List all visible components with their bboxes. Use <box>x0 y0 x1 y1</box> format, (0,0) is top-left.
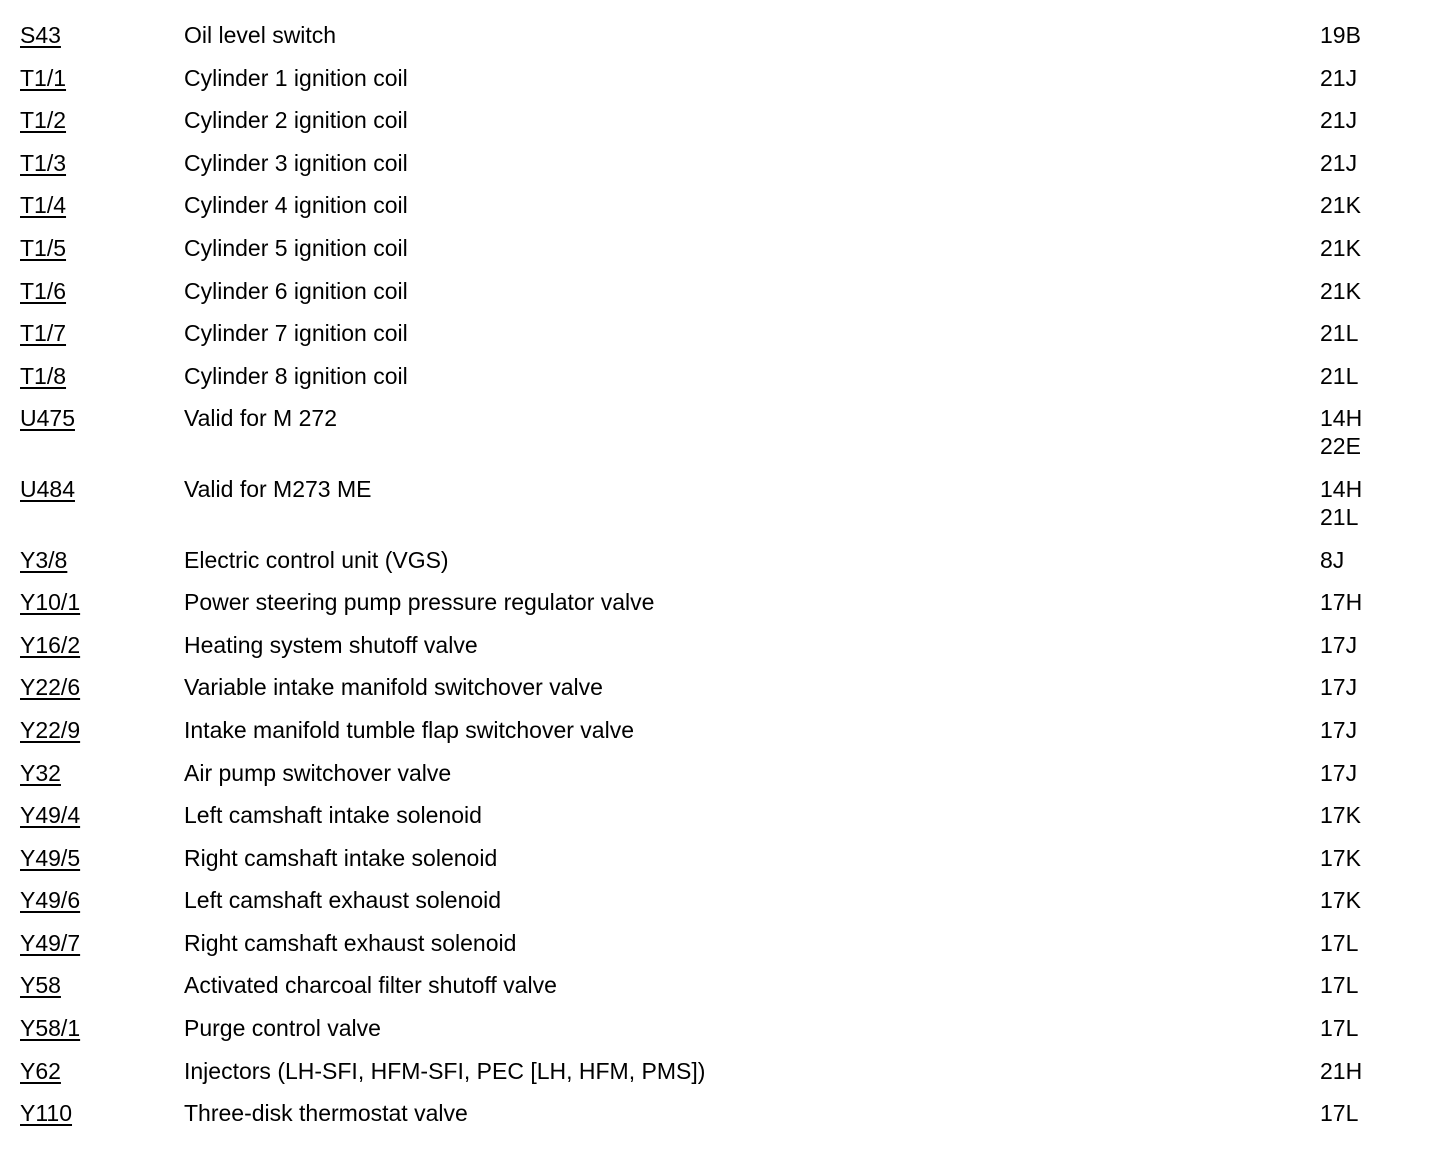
grid-reference: 17L <box>1320 929 1359 956</box>
component-code-link[interactable]: Y58 <box>20 972 61 999</box>
grid-reference-list <box>1320 234 1420 262</box>
component-code-link[interactable]: T1/5 <box>20 234 67 261</box>
component-description: Oil level switch <box>184 22 337 48</box>
component-description: Cylinder 6 ignition coil <box>184 277 408 304</box>
component-description: Cylinder 8 ignition coil <box>184 362 408 389</box>
grid-reference-list <box>1320 801 1420 829</box>
component-description: Variable intake manifold switchover valve <box>184 674 603 701</box>
grid-reference: 17L <box>1320 972 1359 999</box>
grid-reference-list <box>1320 319 1420 347</box>
component-description: Intake manifold tumble flap switchover valve <box>184 716 634 743</box>
grid-reference-list <box>1320 1057 1420 1085</box>
grid-reference-list <box>1320 759 1420 787</box>
grid-reference: 17J <box>1320 631 1358 658</box>
component-description: Cylinder 5 ignition coil <box>184 234 408 261</box>
legend-row <box>20 362 1420 405</box>
legend-row <box>20 716 1420 759</box>
component-description: Cylinder 2 ignition coil <box>184 107 408 134</box>
grid-reference-list <box>1320 673 1420 701</box>
grid-reference: 21J <box>1320 149 1358 176</box>
legend-row <box>20 234 1420 277</box>
component-description: Right camshaft exhaust solenoid <box>184 929 517 956</box>
grid-reference-list <box>1320 631 1420 659</box>
grid-reference-list <box>1320 21 1420 49</box>
component-code-link[interactable]: S43 <box>20 22 61 48</box>
grid-reference: 19B <box>1320 22 1361 48</box>
component-code-link[interactable]: Y3/8 <box>20 546 68 573</box>
grid-reference: 8J <box>1320 546 1345 573</box>
grid-reference: 17K <box>1320 844 1361 871</box>
legend-row <box>20 631 1420 674</box>
component-legend-list <box>20 21 1420 1142</box>
grid-reference: 17K <box>1320 802 1361 829</box>
legend-row <box>20 801 1420 844</box>
component-description: Air pump switchover valve <box>184 759 452 786</box>
grid-reference-list <box>1320 149 1420 177</box>
grid-reference-list <box>1320 475 1420 531</box>
component-code-link[interactable]: T1/2 <box>20 107 67 134</box>
grid-reference: 22E <box>1320 433 1361 460</box>
legend-row <box>20 1099 1420 1142</box>
grid-reference: 21K <box>1320 234 1361 261</box>
component-code-link[interactable]: Y49/4 <box>20 802 81 829</box>
component-code-link[interactable]: T1/6 <box>20 277 67 304</box>
component-description: Cylinder 4 ignition coil <box>184 192 408 219</box>
grid-reference-list <box>1320 546 1420 574</box>
grid-reference: 17H <box>1320 589 1363 616</box>
grid-reference: 14H <box>1320 405 1363 432</box>
legend-row <box>20 404 1420 475</box>
grid-reference: 14H <box>1320 475 1363 502</box>
grid-reference: 21J <box>1320 64 1358 91</box>
grid-reference-list <box>1320 404 1420 460</box>
grid-reference-list <box>1320 844 1420 872</box>
component-description: Activated charcoal filter shutoff valve <box>184 972 557 999</box>
grid-reference: 21L <box>1320 320 1359 347</box>
legend-row <box>20 971 1420 1014</box>
grid-reference-list <box>1320 64 1420 92</box>
legend-row <box>20 21 1420 64</box>
component-code-link[interactable]: Y110 <box>20 1100 73 1127</box>
legend-row <box>20 588 1420 631</box>
component-description: Valid for M273 ME <box>184 475 372 502</box>
legend-row <box>20 759 1420 802</box>
grid-reference: 21H <box>1320 1057 1363 1084</box>
component-description: Cylinder 1 ignition coil <box>184 64 408 91</box>
component-code-link[interactable]: Y49/6 <box>20 887 81 914</box>
component-description: Right camshaft intake solenoid <box>184 844 498 871</box>
legend-row <box>20 475 1420 546</box>
component-description: Purge control valve <box>184 1015 381 1042</box>
legend-row <box>20 1057 1420 1100</box>
component-code-link[interactable]: T1/3 <box>20 149 67 176</box>
component-description: Injectors (LH-SFI, HFM-SFI, PEC [LH, HFM, PMS]) <box>184 1057 706 1084</box>
legend-row <box>20 149 1420 192</box>
component-description: Heating system shutoff valve <box>184 631 478 658</box>
component-code-link[interactable]: Y62 <box>20 1057 61 1084</box>
component-description: Three-disk thermostat valve <box>184 1100 468 1127</box>
legend-row <box>20 106 1420 149</box>
grid-reference: 17L <box>1320 1100 1359 1127</box>
legend-row <box>20 546 1420 589</box>
component-description: Cylinder 7 ignition coil <box>184 320 408 347</box>
component-code-link[interactable]: Y10/1 <box>20 589 81 616</box>
component-code-link[interactable]: Y49/5 <box>20 844 81 871</box>
legend-row <box>20 673 1420 716</box>
component-code-link[interactable]: U475 <box>20 405 75 432</box>
component-code-link[interactable]: T1/4 <box>20 192 67 219</box>
grid-reference-list <box>1320 362 1420 390</box>
component-description: Cylinder 3 ignition coil <box>184 149 408 176</box>
legend-row <box>20 886 1420 929</box>
grid-reference-list <box>1320 191 1420 219</box>
component-code-link[interactable]: T1/1 <box>20 64 67 91</box>
legend-row <box>20 319 1420 362</box>
component-description: Left camshaft exhaust solenoid <box>184 887 502 914</box>
grid-reference: 17J <box>1320 674 1358 701</box>
legend-row <box>20 1014 1420 1057</box>
component-description: Electric control unit (VGS) <box>184 546 449 573</box>
grid-reference: 21K <box>1320 192 1361 219</box>
grid-reference: 17J <box>1320 759 1358 786</box>
component-code-link[interactable]: Y22/6 <box>20 674 81 701</box>
component-code-link[interactable]: T1/8 <box>20 362 67 389</box>
grid-reference: 21K <box>1320 277 1361 304</box>
component-code-link[interactable]: Y16/2 <box>20 631 81 658</box>
legend-row <box>20 64 1420 107</box>
grid-reference-list <box>1320 106 1420 134</box>
component-code-link[interactable]: Y49/7 <box>20 929 81 956</box>
component-code-link[interactable]: U484 <box>20 475 75 502</box>
component-code-link[interactable]: Y58/1 <box>20 1015 81 1042</box>
component-code-link[interactable]: Y32 <box>20 759 61 786</box>
component-description: Power steering pump pressure regulator valve <box>184 589 655 616</box>
grid-reference-list <box>1320 716 1420 744</box>
component-code-link[interactable]: Y22/9 <box>20 716 81 743</box>
grid-reference-list <box>1320 929 1420 957</box>
component-description: Left camshaft intake solenoid <box>184 802 482 829</box>
grid-reference: 17J <box>1320 716 1358 743</box>
legend-row <box>20 277 1420 320</box>
grid-reference-list <box>1320 277 1420 305</box>
grid-reference: 21J <box>1320 107 1358 134</box>
grid-reference-list <box>1320 1014 1420 1042</box>
legend-row <box>20 191 1420 234</box>
grid-reference: 17K <box>1320 887 1361 914</box>
component-code-link[interactable]: T1/7 <box>20 320 67 347</box>
grid-reference: 21L <box>1320 503 1359 530</box>
grid-reference-list <box>1320 971 1420 999</box>
grid-reference-list <box>1320 1099 1420 1127</box>
component-description: Valid for M 272 <box>184 405 337 432</box>
legend-row <box>20 844 1420 887</box>
grid-reference-list <box>1320 886 1420 914</box>
grid-reference-list <box>1320 588 1420 616</box>
grid-reference: 21L <box>1320 362 1359 389</box>
legend-row <box>20 929 1420 972</box>
grid-reference: 17L <box>1320 1015 1359 1042</box>
